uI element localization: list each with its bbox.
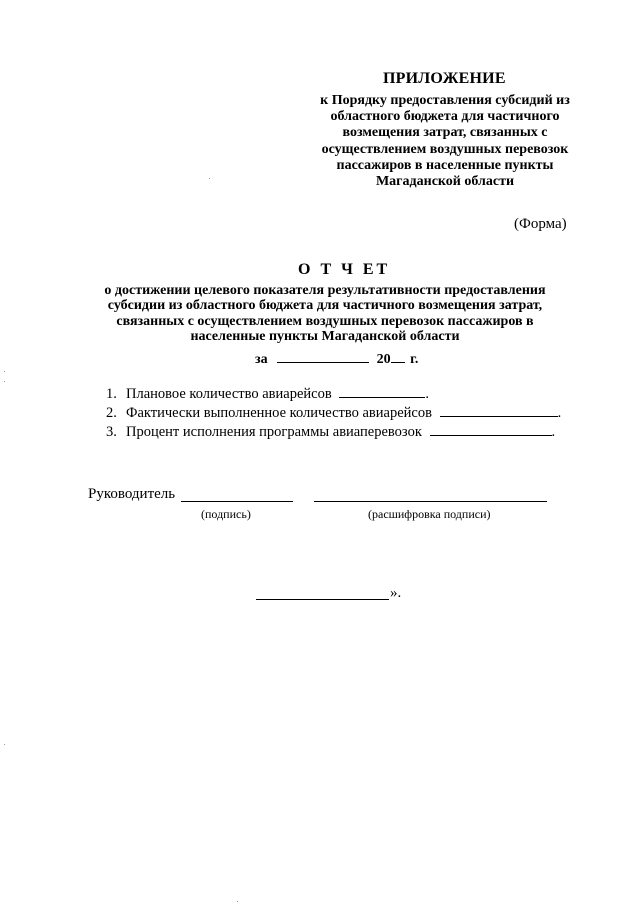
item-text: Фактически выполненное количество авиарейсов	[126, 405, 432, 421]
item-blank	[440, 404, 558, 417]
indicator-list	[106, 385, 561, 442]
report-subtitle: о достижении целевого показателя результативности предоставления субсидии из областного бюджета для частичного возмещения затрат, связанных с осуществлением воздушных перевозок пассажиров в населенные пункты Магаданской области	[104, 283, 546, 344]
period-blank	[277, 349, 369, 363]
closing-quote-mark: ».	[390, 585, 402, 601]
item-number: 3.	[106, 424, 117, 440]
scan-speck	[4, 371, 5, 372]
form-label: (Форма)	[514, 216, 567, 232]
item-end: .	[425, 386, 429, 402]
closing-blank-line	[256, 599, 389, 600]
list-item	[106, 404, 561, 423]
item-number: 1.	[106, 386, 117, 402]
item-end: .	[557, 405, 562, 421]
signature-line	[181, 501, 293, 502]
scan-speck	[237, 901, 238, 902]
signature-role: Руководитель	[88, 486, 176, 502]
period-year: 20	[376, 352, 391, 367]
item-blank	[339, 385, 425, 398]
appendix-text: к Порядку предоставления субсидий из областного бюджета для частичного возмещения затрат, связанных с осуществлением воздушных перевозок пассажиров в населенные пункты Магаданской области	[320, 93, 570, 190]
signature-decoding-line	[314, 501, 547, 502]
appendix-title: ПРИЛОЖЕНИЕ	[383, 70, 506, 87]
item-text: Плановое количество авиарейсов	[126, 386, 332, 402]
scan-speck	[209, 178, 210, 179]
report-period	[255, 349, 418, 368]
year-blank	[391, 349, 405, 363]
scan-speck	[4, 744, 5, 745]
item-text: Процент исполнения программы авиаперевозок	[126, 424, 422, 440]
item-blank	[430, 423, 552, 436]
item-number: 2.	[106, 405, 117, 421]
decoding-caption: (расшифровка подписи)	[368, 507, 491, 521]
list-item	[106, 423, 561, 442]
scan-speck	[4, 381, 5, 382]
period-suffix: г.	[410, 352, 419, 367]
item-end: .	[551, 424, 556, 440]
period-prefix: за	[255, 352, 268, 367]
list-item	[106, 385, 561, 404]
report-title: О Т Ч ЕТ	[298, 261, 391, 278]
signature-caption: (подпись)	[201, 507, 251, 521]
